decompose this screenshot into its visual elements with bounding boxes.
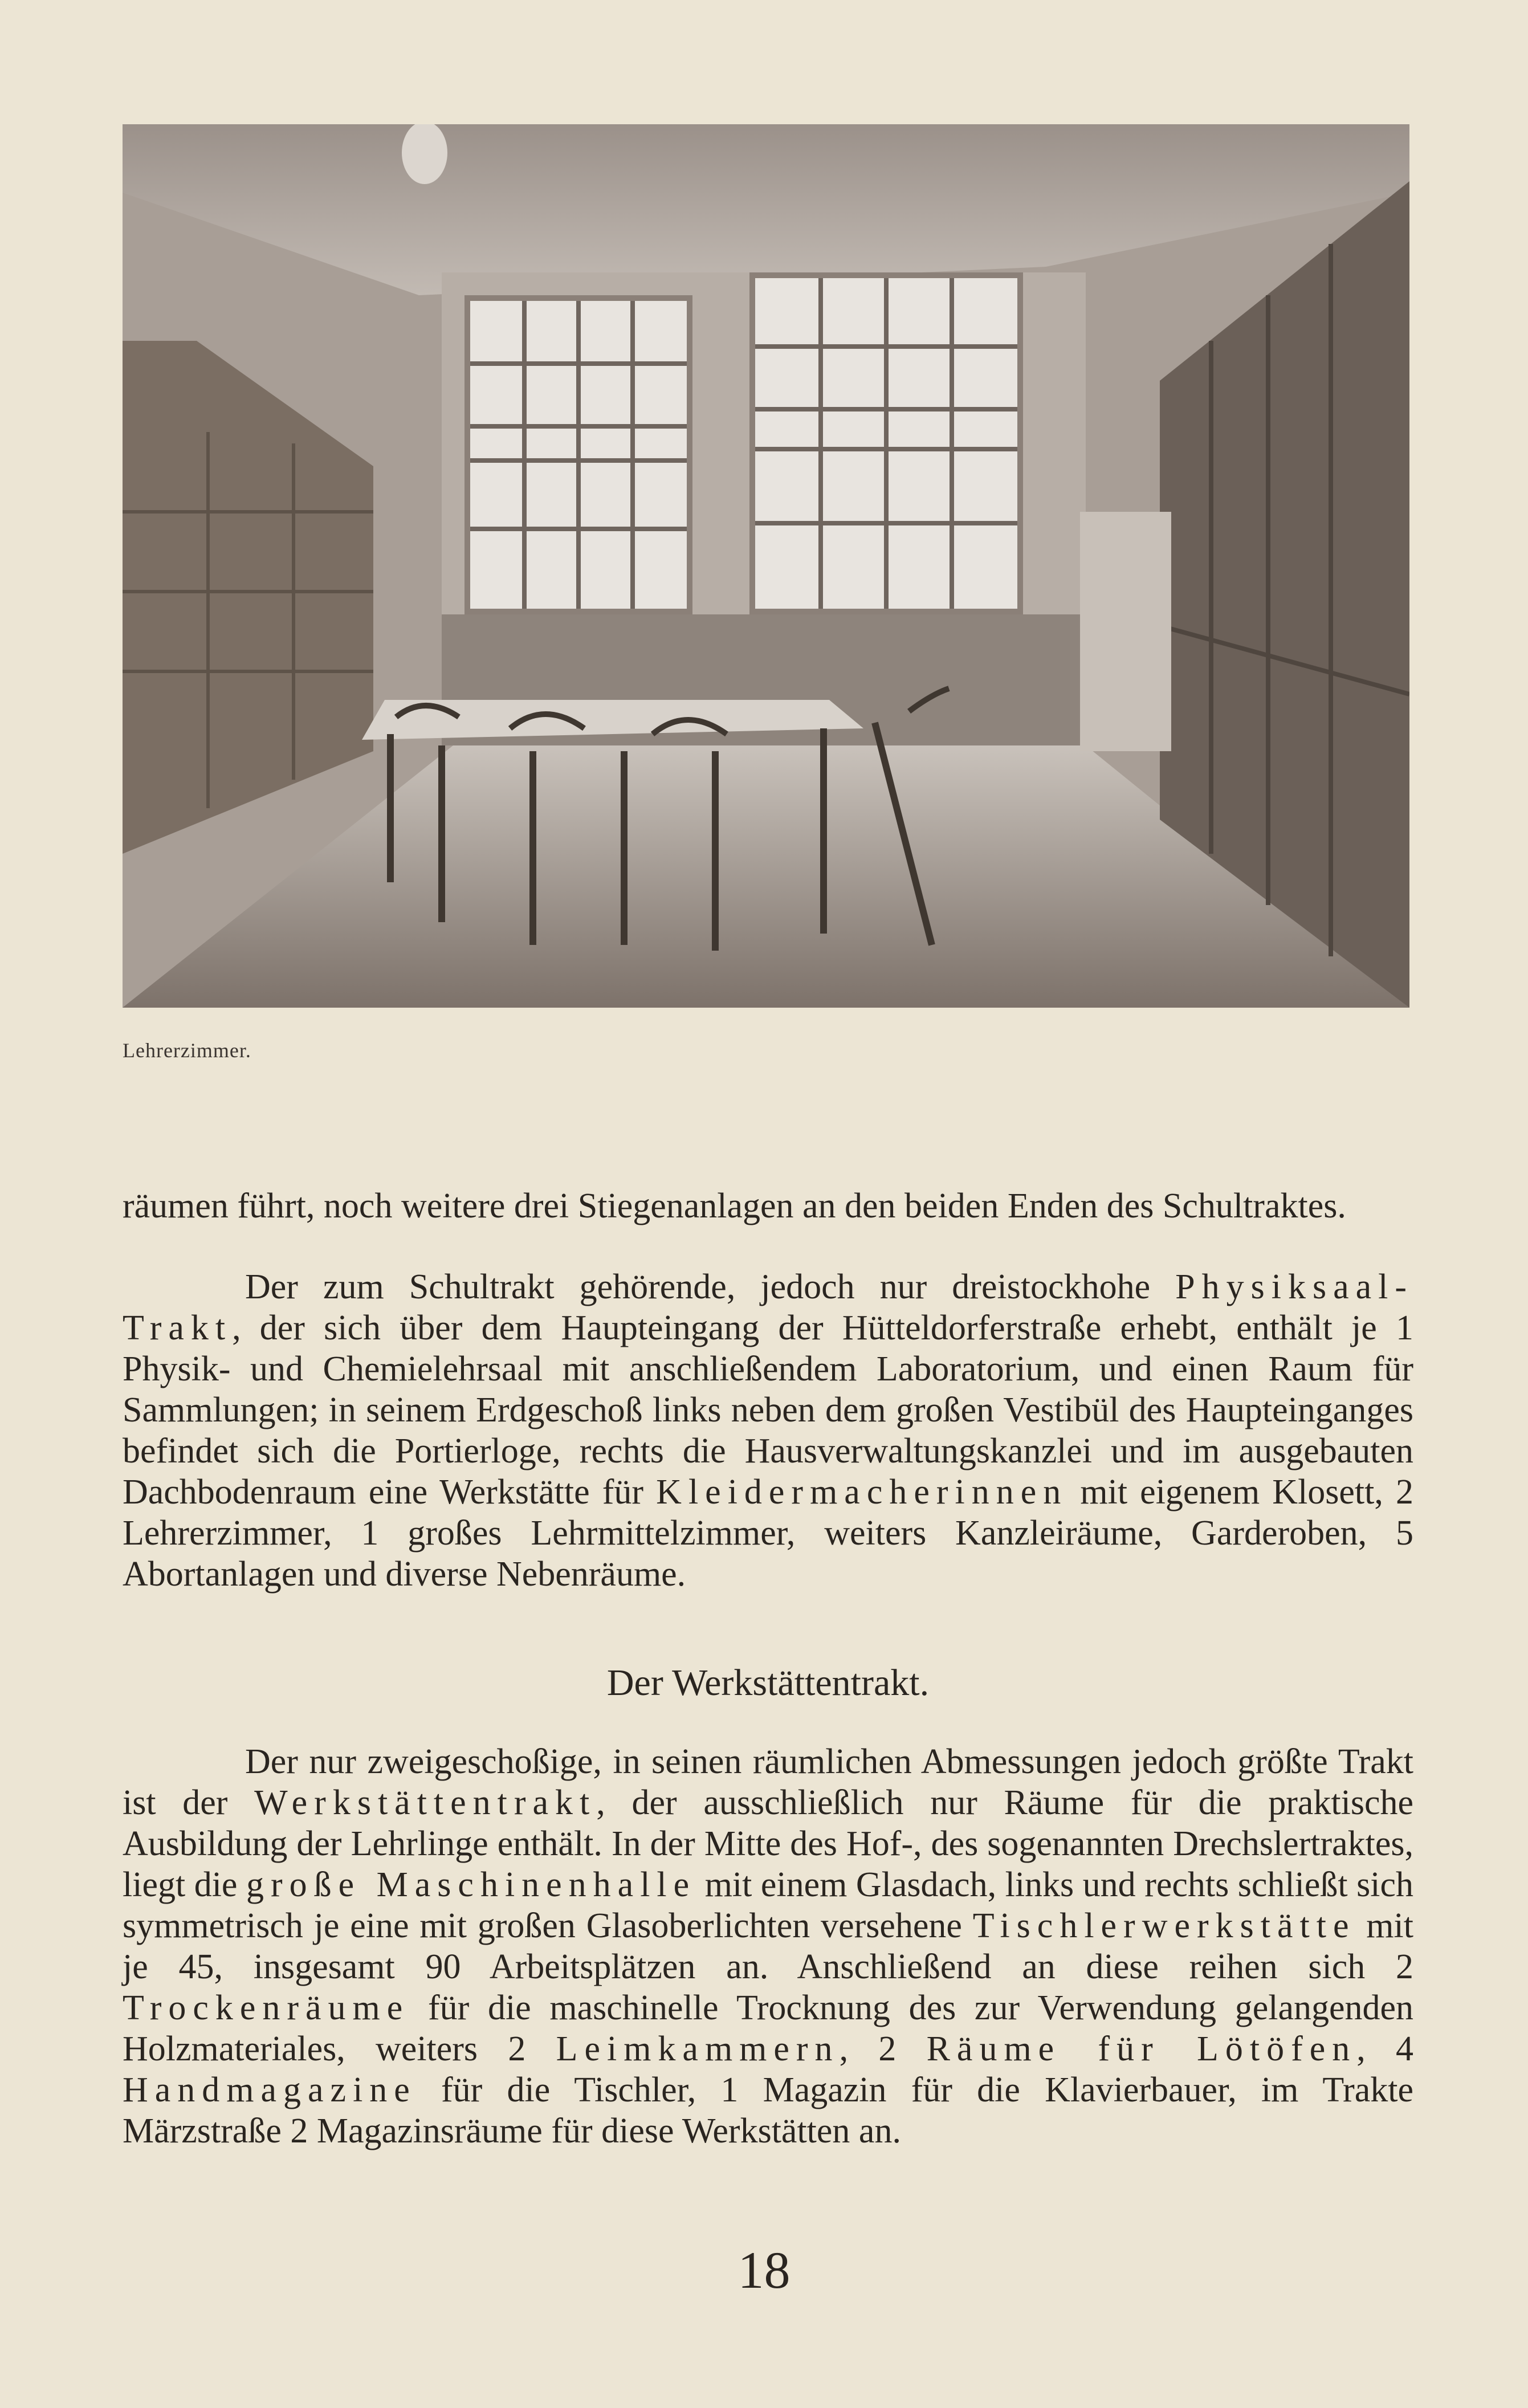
p3-spaced-tischlerwerkstaette: Tischlerwerkstätte [972, 1906, 1356, 1945]
p2-spaced-physiksaal: Physiksaal-Trakt [123, 1268, 1413, 1347]
p3-text-g: mit je 45, insgesamt 90 Arbeitsplätzen an. Anschließend an diese reihen sich 2 [123, 1906, 1413, 1986]
page-number: 18 [737, 2241, 791, 2299]
paragraph-continuation: räumen führt, noch weitere drei Stiegenanlagen an den beiden Enden des Schultraktes. [123, 1187, 1346, 1225]
p3-text-a: Der nur zweigeschoßige, in seinen räumlichen Abmessungen jedoch größte Trakt ist der [123, 1742, 1413, 1822]
room-illustration [123, 124, 1409, 1008]
p3-spaced-loetoefen: Räume für Lötöfen [926, 2030, 1357, 2068]
p3-text-k: , 2 [839, 2030, 927, 2068]
p3-spaced-handmagazine: Handmagazine [123, 2071, 417, 2109]
p3-text-m: , 4 [1356, 2030, 1414, 2068]
p3-spaced-trockenraeume: Trockenräume [123, 1989, 410, 2027]
p2-text-a: Der zum Schultrakt gehörende, jedoch nur dreistockhohe [245, 1268, 1176, 1306]
p2-spaced-kleidermacherinnen: Kleidermacherinnen [656, 1473, 1068, 1511]
paragraph-werkstaettentrakt [123, 1741, 1413, 2152]
p3-text-i: für die maschinelle Trocknung des zur Verwendung gelangenden Holzmateriales, weiters 2 [123, 1989, 1413, 2068]
p3-spaced-leimkammern: Leimkammern [556, 2030, 840, 2068]
p3-text-o: für die Tischler, 1 Magazin für die Klavierbauer, im Trakte Märzstraße 2 Magazinsräume für diese Werkstätten an. [123, 2071, 1413, 2150]
p3-text-e: mit einem Glasdach, links und rechts schließt sich symmetrisch je eine mit großen Glasoberlichten versehene [123, 1865, 1413, 1945]
p2-text-e: mit eigenem Klosett, 2 Lehrerzimmer, 1 großes Lehrmittelzimmer, weiters Kanzleiräume, Garderoben, 5 Abortanlagen und diverse Nebenräume. [123, 1473, 1413, 1594]
p2-text-c: , der sich über dem Haupteingang der Hütteldorferstraße erhebt, enthält je 1 Physik- und Chemielehrsaal mit anschließendem Laboratorium, und einen Raum für Sammlungen; in seinem Erdgeschoß links neben dem großen Vestibül des Haupteinganges befindet sich die Portierloge, rechts die Hausverwaltungskanzlei und im ausgebauten Dachbodenraum eine Werkstätte für [123, 1309, 1413, 1511]
p3-spaced-maschinenhalle: große Maschinenhalle [246, 1865, 696, 1904]
p3-spaced-werkstaettentrakt: Werkstättentrakt [254, 1783, 597, 1822]
section-heading: Der Werkstättentrakt. [606, 1662, 930, 1704]
photo-lehrerzimmer [123, 124, 1409, 1008]
p3-text-c: , der ausschließlich nur Räume für die praktische Ausbildung der Lehrlinge enthält. In der Mitte des Hof-, des sogenannten Drechslertraktes, liegt die [123, 1783, 1414, 1904]
paragraph-physiksaal [123, 1266, 1413, 1595]
photo-caption: Lehrerzimmer. [123, 1039, 251, 1062]
